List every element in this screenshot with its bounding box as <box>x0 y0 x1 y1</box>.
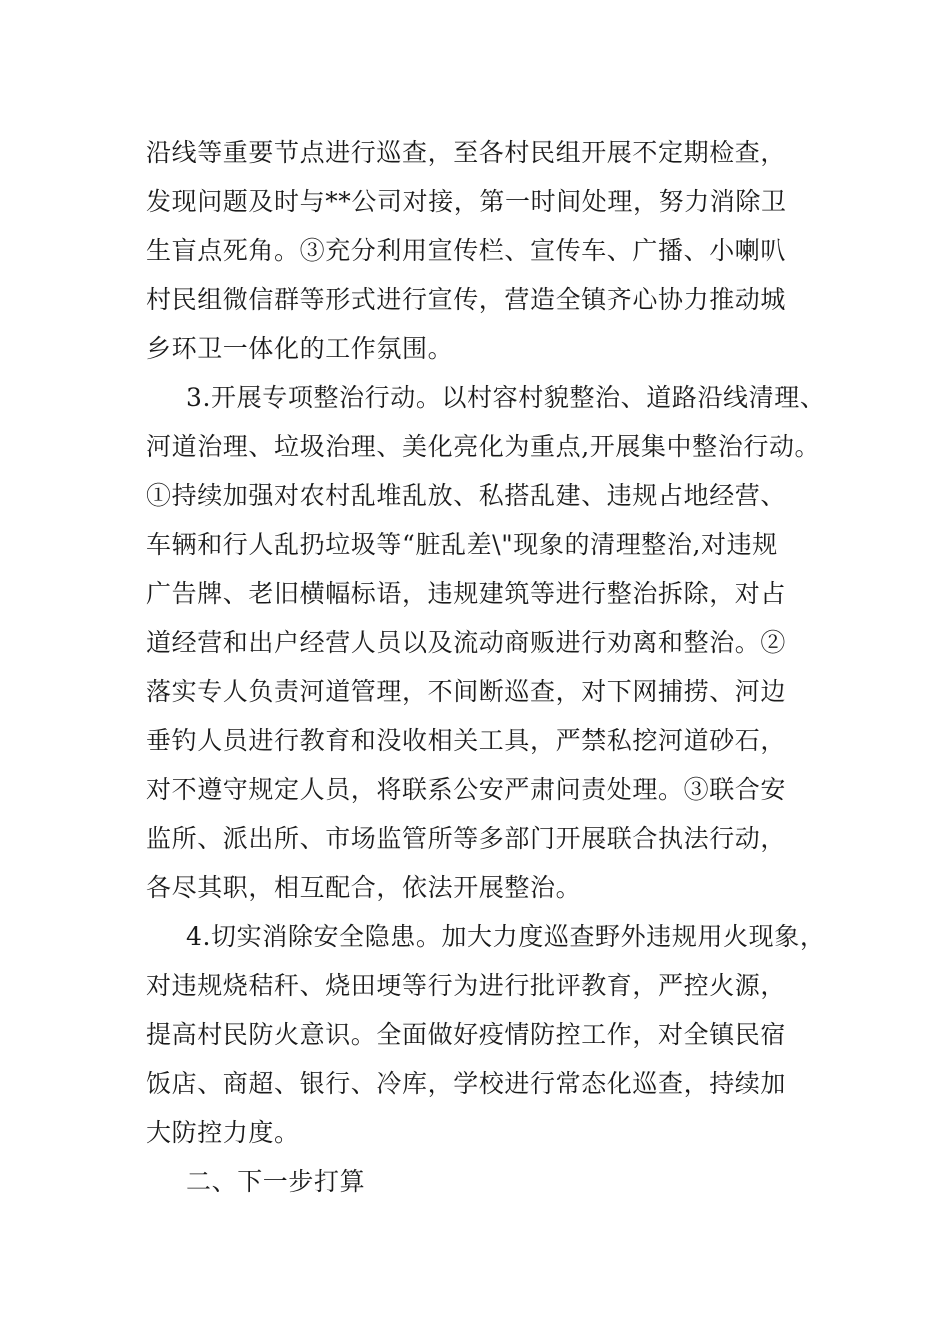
text-line: 广告牌、老旧横幅标语，违规建筑等进行整治拆除，对占 <box>146 579 787 608</box>
text-line: 乡环卫一体化的工作氛围。 <box>146 334 454 363</box>
text-line: 发现问题及时与**公司对接，第一时间处理，努力消除卫 <box>146 187 787 216</box>
text-line: 落实专人负责河道管理，不间断巡查，对下网捕捞、河边 <box>146 677 787 706</box>
section-heading-3: 3.开展专项整治行动。以村容村貌整治、道路沿线清理、 <box>186 383 826 412</box>
text-line: 监所、派出所、市场监管所等多部门开展联合执法行动， <box>146 824 787 853</box>
text-line: ①持续加强对农村乱堆乱放、私搭乱建、违规占地经营、 <box>146 481 787 510</box>
text-line: 大防控力度。 <box>146 1118 300 1147</box>
text-line: 河道治理、垃圾治理、美化亮化为重点,开展集中整治行动。 <box>146 432 821 461</box>
text-line: 饭店、商超、银行、冷库，学校进行常态化巡查，持续加 <box>146 1069 787 1098</box>
section-heading-next-steps: 二、下一步打算 <box>186 1167 366 1196</box>
text-line: 道经营和出户经营人员以及流动商贩进行劝离和整治。② <box>146 628 787 657</box>
text-line: 沿线等重要节点进行巡查，至各村民组开展不定期检查， <box>146 138 787 167</box>
text-line: 提高村民防火意识。全面做好疫情防控工作，对全镇民宿 <box>146 1020 787 1049</box>
text-line: 对不遵守规定人员，将联系公安严肃问责处理。③联合安 <box>146 775 787 804</box>
text-line: 生盲点死角。③充分利用宣传栏、宣传车、广播、小喇叭 <box>146 236 787 265</box>
section-heading-4: 4.切实消除安全隐患。加大力度巡查野外违规用火现象， <box>186 922 826 951</box>
text-line: 对违规烧秸秆、烧田埂等行为进行批评教育，严控火源， <box>146 971 787 1000</box>
text-line: 垂钓人员进行教育和没收相关工具，严禁私挖河道砂石， <box>146 726 787 755</box>
text-line: 各尽其职，相互配合，依法开展整治。 <box>146 873 582 902</box>
text-line: 村民组微信群等形式进行宣传，营造全镇齐心协力推动城 <box>146 285 787 314</box>
text-line: 车辆和行人乱扔垃圾等“脏乱差\"现象的清理整治,对违规 <box>146 530 778 559</box>
